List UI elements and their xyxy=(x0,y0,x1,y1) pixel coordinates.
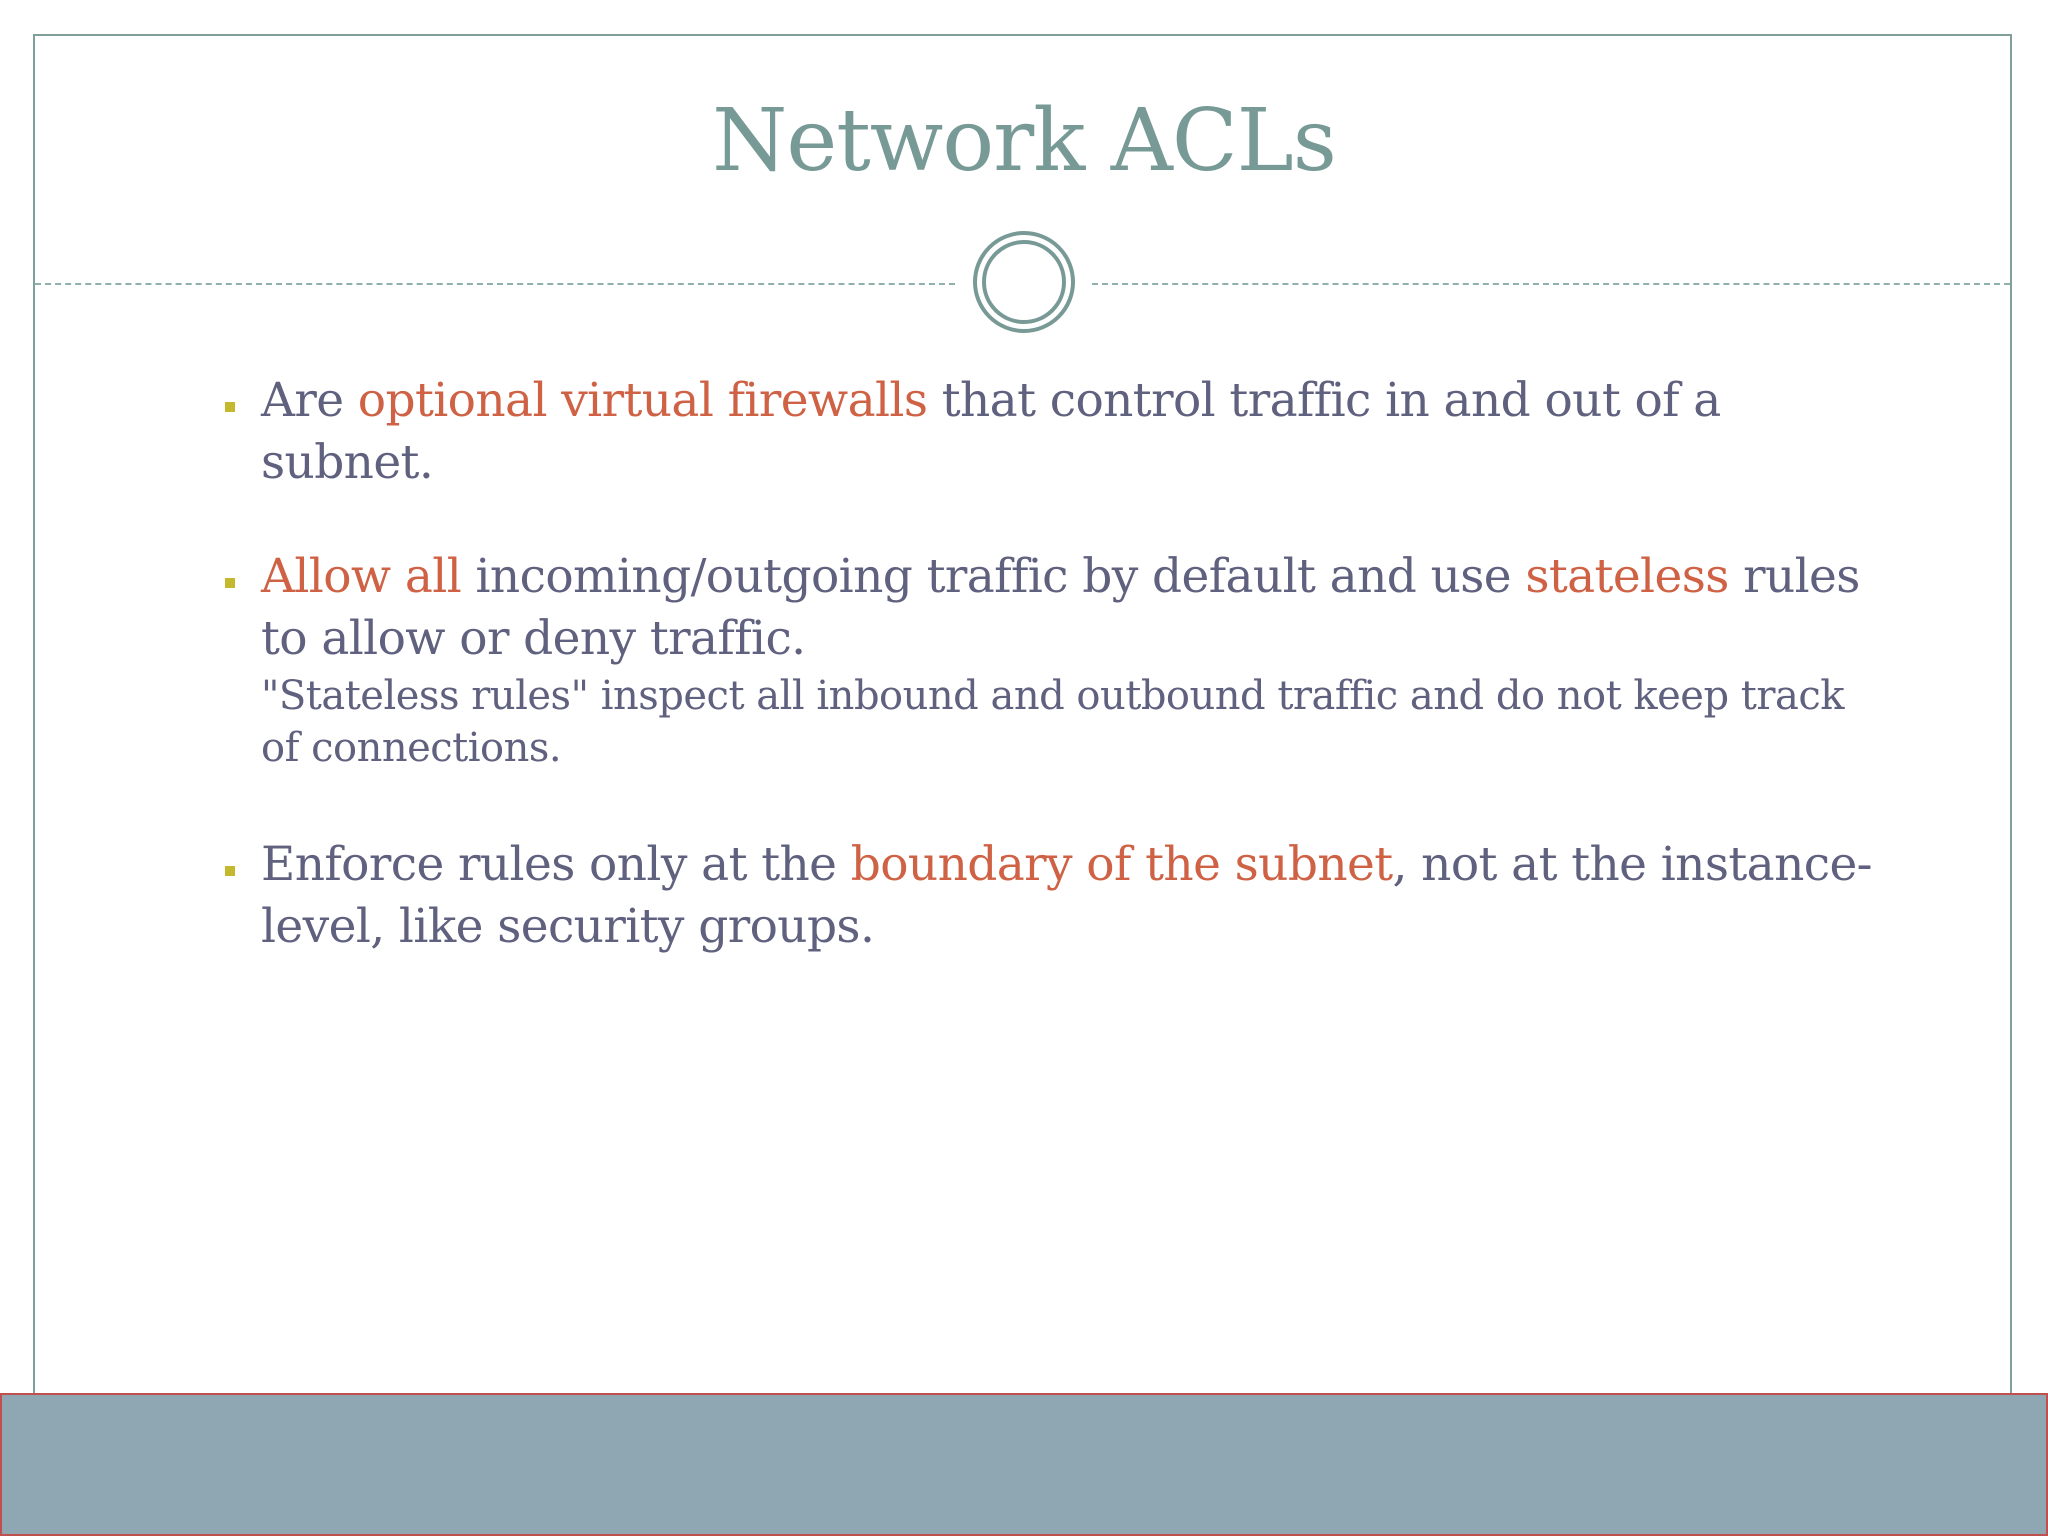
divider-circle-icon xyxy=(972,230,1076,334)
bullet-square-icon xyxy=(225,402,235,412)
highlight-optional-virtual-firewalls: optional virtual firewalls xyxy=(357,373,928,428)
bullet-note: "Stateless rules" inspect all inbound and outbound traffic and do not keep track of connections. xyxy=(261,673,1844,771)
bullet-text-part: , not at the instance-level, like security groups. xyxy=(261,837,1872,954)
bullet-text-part: incoming/outgoing traffic by default and use xyxy=(461,549,1526,604)
bullet-text-part: Are xyxy=(261,373,358,428)
bullet-item-subnet-boundary xyxy=(222,834,1872,958)
highlight-allow-all: Allow all xyxy=(261,549,462,604)
bullet-text xyxy=(261,370,1872,494)
slide-title: Network ACLs xyxy=(712,91,1336,191)
bullet-text xyxy=(261,546,1872,670)
bullet-square-icon xyxy=(225,578,235,588)
title-divider-left xyxy=(35,283,955,285)
bullet-text-part: rules to allow or deny traffic. xyxy=(261,549,1860,666)
highlight-boundary-of-the-subnet: boundary of the subnet xyxy=(850,837,1393,892)
bullet-item-allow-all xyxy=(222,546,1872,774)
bullet-text-part: that control traffic in and out of a subnet. xyxy=(261,373,1721,490)
footer-bar xyxy=(0,1393,2048,1536)
title-divider-right xyxy=(1092,283,2010,285)
bullet-item-optional-firewalls xyxy=(222,370,1872,494)
bullet-square-icon xyxy=(225,866,235,876)
bullet-list xyxy=(222,370,1872,958)
bullet-text-part: Enforce rules only at the xyxy=(261,837,851,892)
highlight-stateless: stateless xyxy=(1525,549,1729,604)
bullet-text xyxy=(261,834,1872,958)
